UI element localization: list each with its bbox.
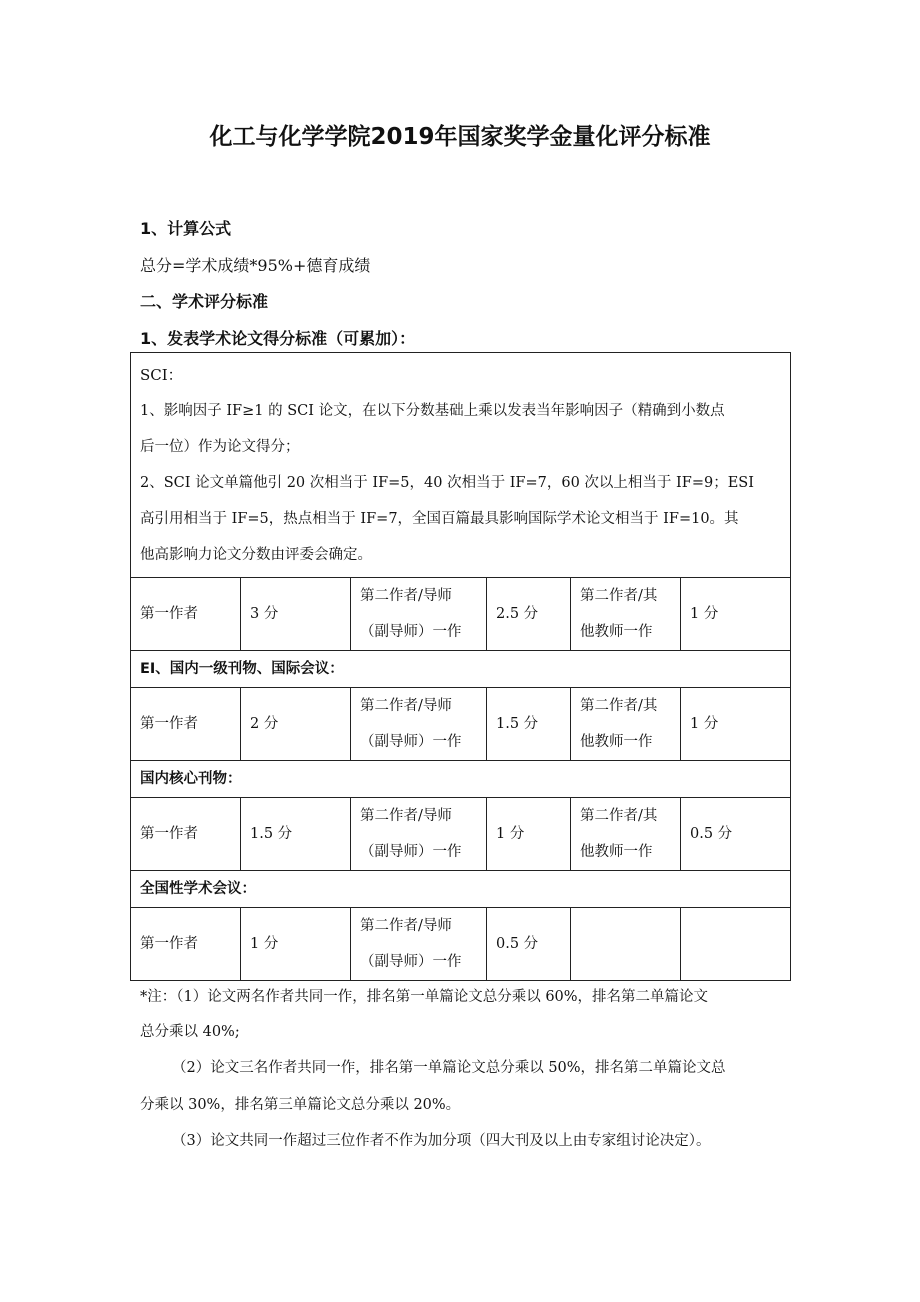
cell-author: 第二作者/导师 （副导师）一作 xyxy=(351,798,487,871)
table-row xyxy=(131,798,791,871)
sci-line: 他高影响力论文分数由评委会确定。 xyxy=(140,547,372,563)
note-1-line-1: *注：（1）论文两名作者共同一作，排名第一单篇论文总分乘以 60%，排名第二单篇论文 xyxy=(140,989,709,1005)
cell-empty xyxy=(681,908,791,981)
cell-score: 1.5 分 xyxy=(487,688,571,761)
cell-score: 2.5 分 xyxy=(487,578,571,651)
document-title: 化工与化学学院2019年国家奖学金量化评分标准 xyxy=(209,124,711,150)
note-2-line-2: 分乘以 30%，排名第三单篇论文总分乘以 20%。 xyxy=(140,1097,461,1113)
sci-line: 1、影响因子 IF≥1 的 SCI 论文，在以下分数基础上乘以发表当年影响因子（精确到小数点 xyxy=(140,403,725,419)
ei-heading: EI、国内一级刊物、国际会议： xyxy=(131,651,791,688)
sci-criteria-block xyxy=(131,353,791,578)
cell-author: 第二作者/其 他教师一作 xyxy=(571,798,681,871)
note-1-line-2: 总分乘以 40%; xyxy=(140,1024,240,1040)
scoring-table xyxy=(130,352,791,981)
table-row xyxy=(131,578,791,651)
cell-author: 第二作者/其 他教师一作 xyxy=(571,578,681,651)
cell-author: 第一作者 xyxy=(131,908,241,981)
section-formula-heading: 1、计算公式 xyxy=(140,219,232,238)
cell-score: 1 分 xyxy=(487,798,571,871)
cell-author: 第二作者/导师 （副导师）一作 xyxy=(351,578,487,651)
national-conference-heading: 全国性学术会议： xyxy=(131,871,791,908)
cell-score: 0.5 分 xyxy=(681,798,791,871)
section-academic-heading: 二、学术评分标准 xyxy=(140,292,269,311)
sci-heading: SCI： xyxy=(140,366,183,384)
table-row xyxy=(131,688,791,761)
formula-text: 总分=学术成绩*95%+德育成绩 xyxy=(140,256,371,275)
core-journal-heading: 国内核心刊物： xyxy=(131,761,791,798)
table-row xyxy=(131,908,791,981)
cell-score: 1 分 xyxy=(241,908,351,981)
cell-score: 1 分 xyxy=(681,578,791,651)
cell-score: 2 分 xyxy=(241,688,351,761)
sci-line: 高引用相当于 IF=5，热点相当于 IF=7，全国百篇最具影响国际学术论文相当于 IF=10。其 xyxy=(140,511,739,527)
cell-score: 0.5 分 xyxy=(487,908,571,981)
cell-score: 3 分 xyxy=(241,578,351,651)
paper-standard-heading: 1、发表学术论文得分标准（可累加）： xyxy=(140,329,416,348)
cell-score: 1.5 分 xyxy=(241,798,351,871)
sci-line: 2、SCI 论文单篇他引 20 次相当于 IF=5，40 次相当于 IF=7，60 次以上相当于 IF=9；ESI xyxy=(140,475,754,491)
note-3: （3）论文共同一作超过三位作者不作为加分项（四大刊及以上由专家组讨论决定）。 xyxy=(172,1133,711,1149)
note-2-line-1: （2）论文三名作者共同一作，排名第一单篇论文总分乘以 50%，排名第二单篇论文总 xyxy=(172,1060,726,1076)
cell-author: 第二作者/其 他教师一作 xyxy=(571,688,681,761)
cell-author: 第一作者 xyxy=(131,578,241,651)
sci-line: 后一位）作为论文得分； xyxy=(140,439,300,455)
cell-author: 第二作者/导师 （副导师）一作 xyxy=(351,688,487,761)
cell-score: 1 分 xyxy=(681,688,791,761)
cell-author: 第二作者/导师 （副导师）一作 xyxy=(351,908,487,981)
cell-author: 第一作者 xyxy=(131,688,241,761)
cell-author: 第一作者 xyxy=(131,798,241,871)
cell-empty xyxy=(571,908,681,981)
